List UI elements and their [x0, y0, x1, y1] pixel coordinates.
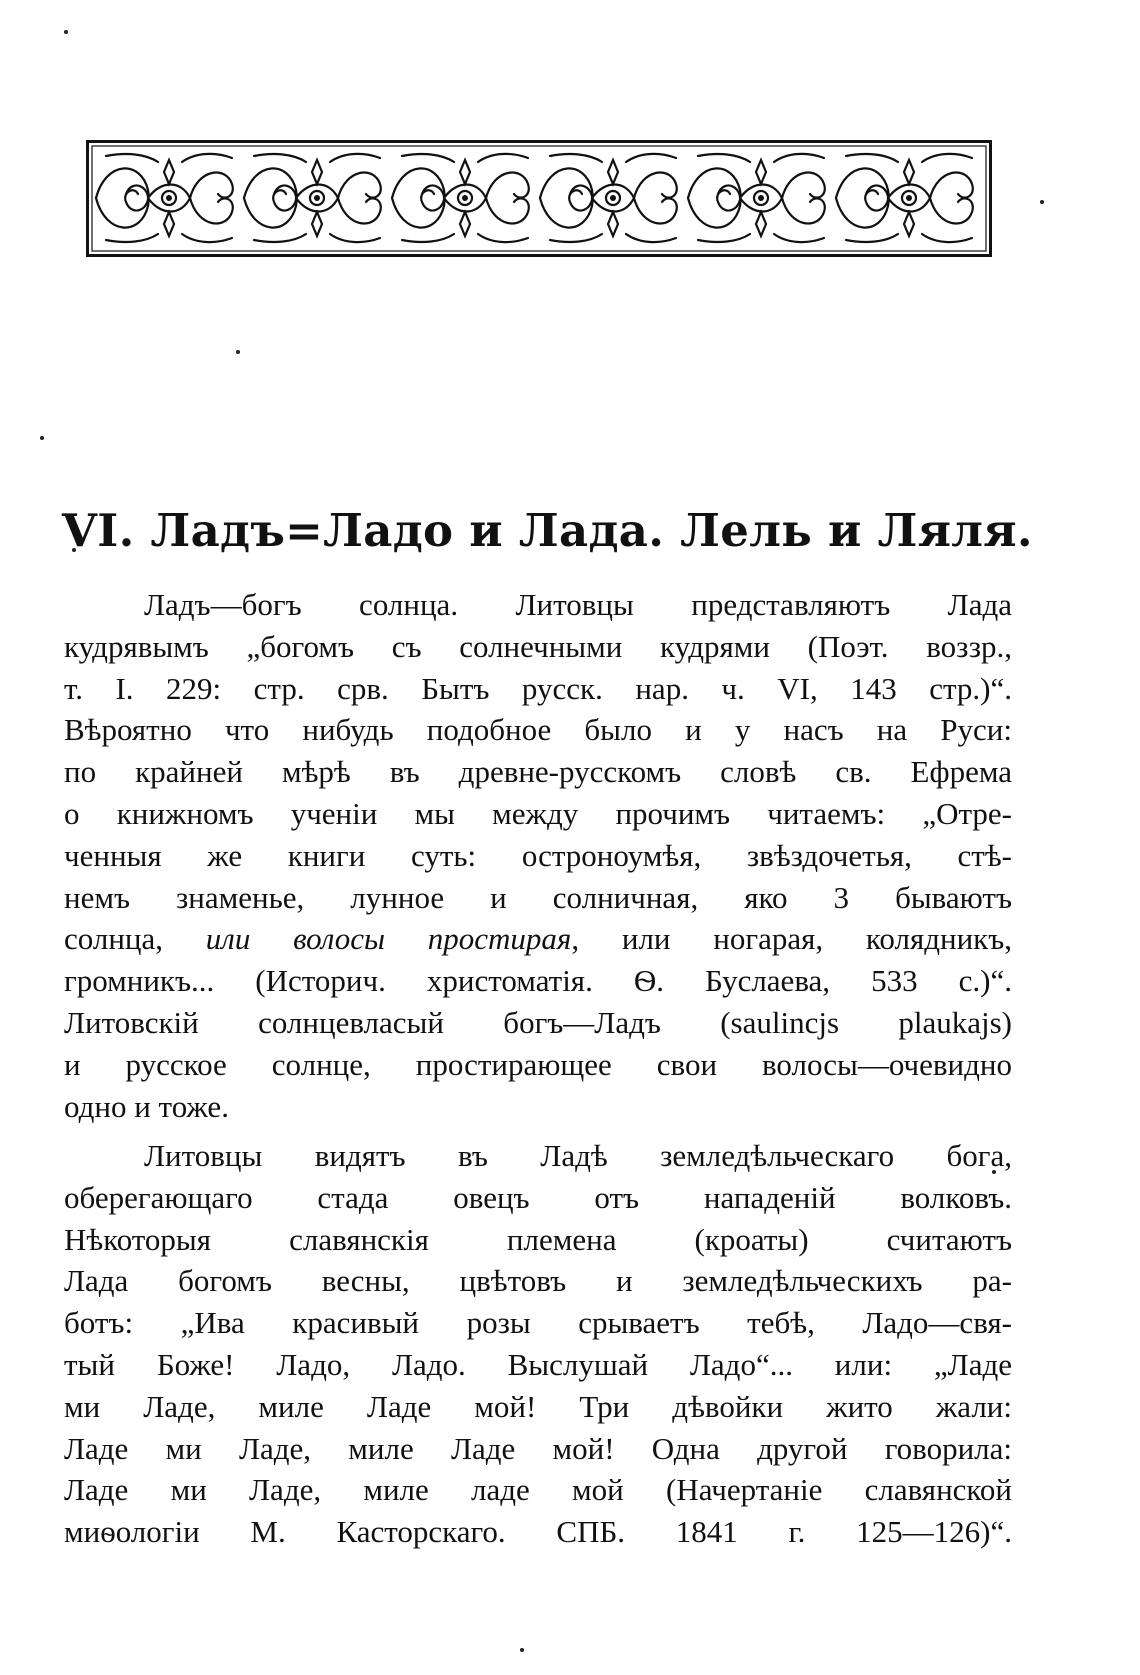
text-line: ми Ладе, миле Ладе мой! Три дѣвойки жито жали:	[64, 1388, 1012, 1424]
italic-phrase: или волосы простирая	[205, 921, 572, 957]
print-speck	[236, 350, 240, 354]
text-line: Лада богомъ весны, цвѣтовъ и земледѣльческихъ ра-	[64, 1263, 1012, 1299]
text-line: немъ знаменье, лунное и солничная, яко 3 бываютъ	[64, 879, 1012, 915]
print-speck	[40, 436, 44, 440]
text-line: оберегающаго стада овецъ отъ нападеній волковъ.	[64, 1179, 1012, 1215]
text-line: ботъ: „Ива красивый розы срываетъ тебѣ, Ладо—свя-	[64, 1305, 1012, 1341]
text-line: т. I. 229: стр. срв. Бытъ русск. нар. ч. VI, 143 стр.)“.	[64, 670, 1012, 706]
print-speck	[64, 30, 68, 34]
text-line-mixed	[64, 918, 1012, 960]
text-line: громникъ... (Историч. христоматія. Ѳ. Буслаева, 533 с.)“.	[64, 963, 1012, 999]
text-line: Литовскій солнцевласый богъ—Ладъ (saulincjs plaukajs)	[64, 1004, 1012, 1040]
print-speck	[520, 1648, 524, 1652]
ornamental-headpiece-icon	[86, 140, 992, 257]
text-line: о книжномъ ученіи мы между прочимъ читаемъ: „Отре-	[64, 795, 1012, 831]
text-line: и русское солнце, простирающее свои волосы—очевидно	[64, 1046, 1012, 1082]
paragraph-1	[64, 584, 1012, 1127]
text-segment: , или ногарая, колядникъ,	[571, 921, 1012, 957]
text-line: Литовцы видятъ въ Ладѣ земледѣльческаго бога,	[144, 1138, 1012, 1173]
text-line: Ладе ми Ладе, миле Ладе мой! Одна другой говорила:	[64, 1430, 1012, 1466]
text-line: Ладе ми Ладе, миле ладе мой (Начертаніе славянской	[64, 1472, 1012, 1508]
chapter-title: VI. Ладъ=Ладо и Лада. Лель и Ляля.	[62, 504, 1033, 557]
text-line: одно и тоже.	[64, 1088, 229, 1124]
text-line: миѳологіи М. Касторскаго. СПБ. 1841 г. 125—126)“.	[64, 1514, 1012, 1550]
text-line: тый Боже! Ладо, Ладо. Выслушай Ладо“... или: „Ладе	[64, 1346, 1012, 1382]
text-line: Ладъ—богъ солнца. Литовцы представляютъ Лада	[144, 587, 1012, 622]
text-line: кудрявымъ „богомъ съ солнечными кудрями (Поэт. воззр.,	[64, 628, 1012, 664]
paragraph-2	[64, 1135, 1012, 1553]
text-line: ченныя же книги суть: остроноумѣя, звѣздочетья, стѣ-	[64, 837, 1012, 873]
text-line: Вѣроятно что нибудь подобное было и у насъ на Руси:	[64, 712, 1012, 748]
print-speck	[1040, 200, 1044, 204]
text-line: Нѣкоторыя славянскія племена (кроаты) считаютъ	[64, 1221, 1012, 1257]
ornamental-headpiece	[86, 140, 992, 257]
text-line: по крайней мѣрѣ въ древне-русскомъ словѣ св. Ефрема	[64, 754, 1012, 790]
text-segment: солнца,	[64, 921, 206, 957]
